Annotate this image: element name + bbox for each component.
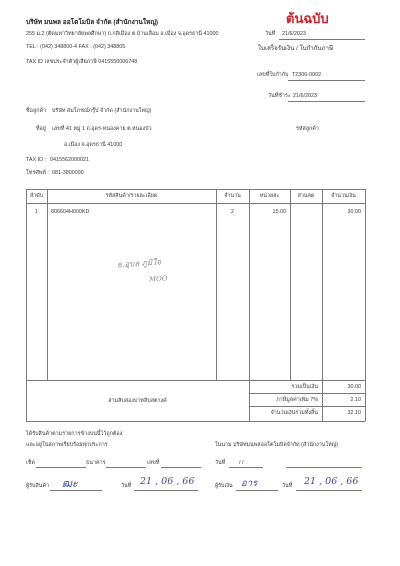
vat-label: ภาษีมูลค่าเพิ่ม 7% [276, 397, 318, 403]
company-date-blank: / / [239, 460, 244, 466]
received-statement-2: และอยู่ในสภาพเรียบร้อยทุกประการ [26, 442, 108, 448]
doc-no-underline [288, 80, 365, 81]
company-name: บริษัท มนพล ออโตโมบิล จำกัด (สำนักงานใหญ่) [26, 19, 159, 26]
due-date-underline [288, 101, 365, 102]
table-border-left [26, 189, 27, 421]
row-unit-price: 15.00 [272, 209, 286, 215]
header-unit-price: หน่วยละ [259, 193, 280, 199]
collector-label: ผู้รับเงิน [215, 483, 233, 489]
table-body-bottom [26, 380, 365, 381]
table-border-right [365, 189, 366, 421]
receiver-date-label: วันที่ [121, 483, 132, 489]
header-discount: ส่วนลด [297, 193, 315, 199]
document-title: ใบเสร็จรับเงิน / ใบกำกับภาษี [258, 45, 334, 52]
table-border-top [26, 189, 365, 190]
row-qty: 2 [231, 209, 234, 215]
customer-phone: 081-3800090 [52, 170, 84, 176]
company-sign-label: ในนาม บริษัทมนพลออโตโมบิลจำกัด (สำนักงานใหญ่) [215, 442, 339, 448]
company-tax-id: TAX ID เลขประจำตัวผู้เสียภาษี 0415550006748 [26, 59, 138, 65]
header-no: ลำดับ [29, 193, 44, 199]
table-header-divider [26, 203, 365, 204]
doc-no-label: เลขที่ใบกำกับ [257, 72, 289, 78]
due-date-value: 21/6/2023 [293, 93, 317, 99]
receiver-label: ผู้รับสินค้า [26, 483, 50, 489]
date-value: 21/6/2023 [282, 31, 306, 37]
customer-address-line1: เลขที่ 41 หมู่ 1 ถ.อุดร-หนองคาย ต.หนองบัว [52, 126, 152, 132]
receiver-date-underline [134, 490, 198, 491]
company-date-label: วันที่ [215, 460, 226, 466]
cheque-number-underline [161, 467, 201, 468]
customer-name-label: ชื่อลูกค้า [26, 108, 47, 114]
customer-phone-label: โทรศัพท์ : [26, 170, 49, 176]
company-signature-line [286, 467, 362, 468]
receiver-signature: ฒะ [62, 477, 78, 490]
row-item: 806604H000KD [51, 209, 90, 215]
header-qty: จำนวน [224, 193, 241, 199]
collector-signature: อาร [241, 478, 258, 489]
collector-date: 21 , 06 , 66 [304, 476, 359, 487]
company-address: 255 ม.2 (ติดมหาวิทยาลัยพลศึกษา) ถ.กสิเมือง ต.บ้านเลื่อม อ.เมือง จ.อุดรธานี 41000 [26, 31, 219, 37]
customer-code-label: รหัสลูกค้า [296, 126, 319, 132]
row-amount: 30.00 [347, 209, 361, 215]
company-phone-fax: TEL : (042) 348800-4 FAX : (042) 348805 [26, 44, 126, 50]
column-divider [290, 189, 291, 380]
handwritten-note-2: MOO [148, 274, 168, 284]
date-underline [279, 39, 365, 40]
column-divider [249, 189, 250, 380]
bank-underline [106, 467, 146, 468]
customer-tax-label: TAX ID : [26, 157, 46, 163]
customer-address-line2: อ.เมือง จ.อุดรธานี 41000 [64, 142, 123, 148]
grand-total-value: 32.10 [347, 410, 361, 416]
cheque-number-label: เลขที่ [147, 460, 160, 466]
bank-label: ธนาคาร [86, 460, 106, 466]
column-divider [47, 189, 48, 380]
due-date-label: วันที่ชำระ [268, 93, 291, 99]
receiver-date: 21 , 06 , 66 [140, 476, 195, 487]
company-date-underline [229, 467, 263, 468]
table-border-bottom [26, 421, 365, 422]
handwritten-note: ธ.อุบล ภูมิใจ [116, 257, 162, 270]
received-statement: ได้รับสินค้าตามรายการข้างบนนี้ไว้ถูกต้อง [26, 431, 123, 437]
column-divider [322, 189, 323, 380]
subtotal-value: 30.00 [347, 384, 361, 390]
amount-in-words: สามสิบสองบาทสิบสตางค์ [108, 398, 167, 404]
totals-row-divider [249, 393, 365, 394]
doc-no-value: T2306-0002 [292, 72, 322, 78]
date-label: วันที่ [265, 31, 276, 37]
row-no: 1 [35, 209, 38, 215]
cheque-label: เช็ค [26, 460, 36, 466]
customer-tax-id: 0415562000021 [50, 157, 89, 163]
column-divider [216, 189, 217, 380]
customer-address-label: ที่อยู่ [36, 126, 46, 132]
header-item: รหัสสินค้า/รายละเอียด [105, 193, 158, 199]
vat-value: 2.10 [350, 397, 361, 403]
customer-name: บริษัท สมโภชณ์กรุ๊ป จำกัด (สำนักงานใหญ่) [52, 108, 152, 114]
collector-date-label: วันที่ [282, 483, 293, 489]
grand-total-label: จำนวนเงินรวมทั้งสิ้น [270, 410, 318, 416]
collector-date-underline [296, 490, 362, 491]
original-stamp: ต้นฉบับ [286, 12, 329, 27]
subtotal-label: รวมเป็นเงิน [291, 384, 318, 390]
totals-row-divider [249, 406, 365, 407]
cheque-underline [36, 467, 86, 468]
header-amount: จำนวนเงิน [331, 193, 356, 199]
